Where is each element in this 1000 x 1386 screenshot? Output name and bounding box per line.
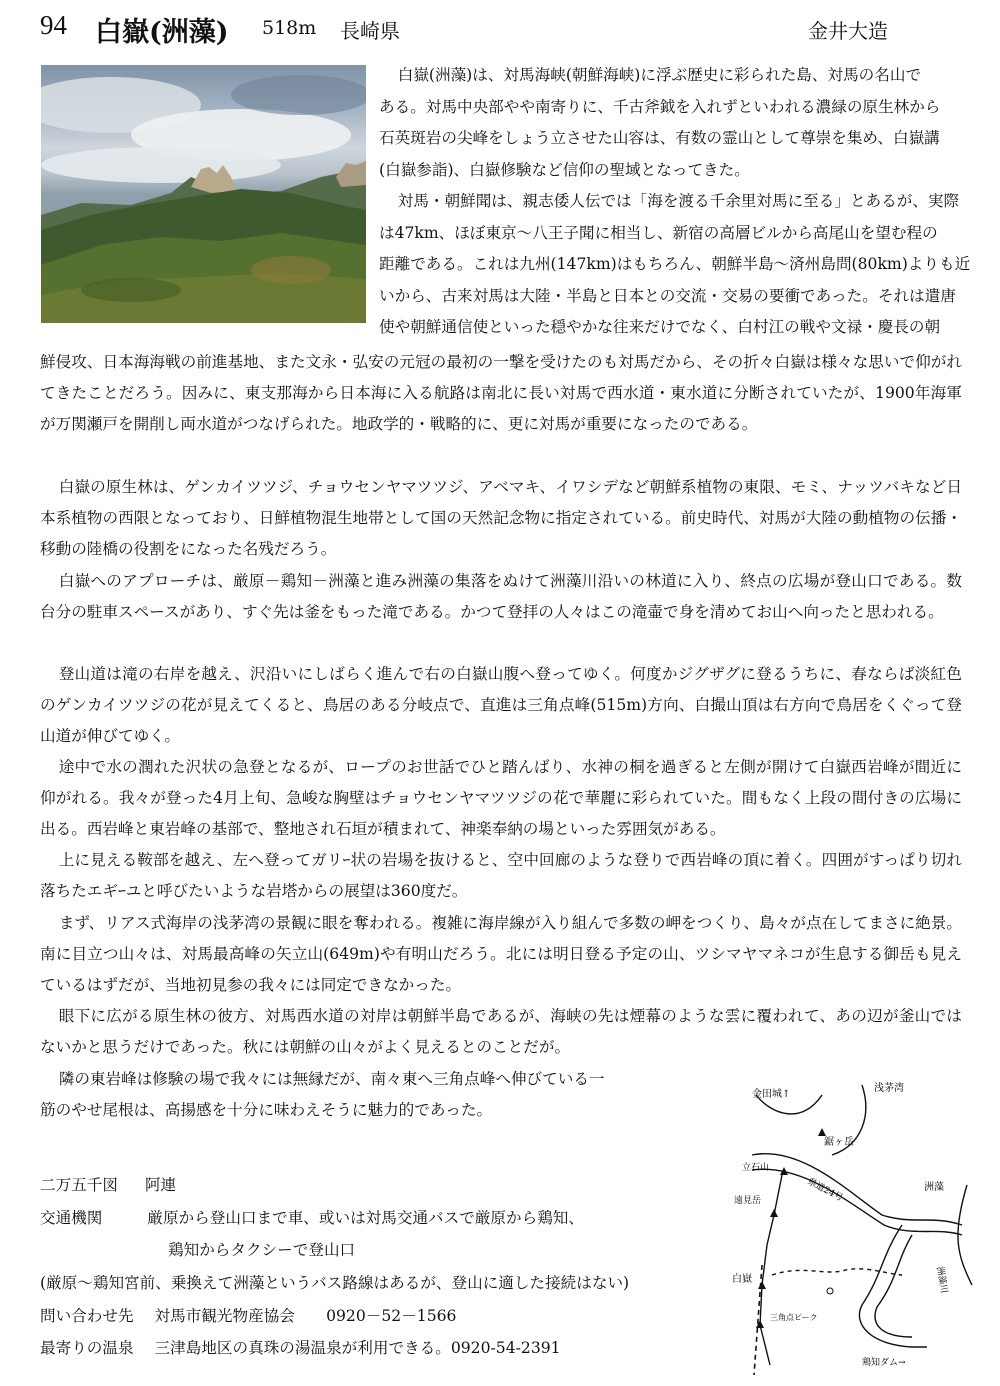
map-point [827, 1288, 833, 1294]
summit-marker [758, 1281, 766, 1289]
mountain-title: 白嶽(洲藻) [95, 17, 229, 48]
map-label-tateishi: 立石山 [742, 1163, 770, 1173]
onsen-label: 最寄りの温泉 [40, 1339, 134, 1357]
entry-number: 94 [40, 10, 67, 40]
summit-marker [818, 1128, 826, 1136]
map-label-kanedajo: 金田城↑ [752, 1089, 791, 1100]
trail-line [772, 1269, 902, 1275]
author-name: 金井大造 [808, 19, 888, 43]
map-label-suz: 洲藻 [924, 1182, 944, 1193]
paragraph-2-continued: 鮮侵攻、日本海海戦の前進基地、また文永・弘安の元冠の最初の一撃を受けたのも対馬だから、その折々白嶽は様々な思いで仰がれてきたことだろう。因みに、東支那海から日本海に入る航路は南北に長い対馬で西水道・東水道に分断されていたが、1900年海軍が万関瀬戸を開削し両水道がつなげられた。地政学的・戦略的に、更に対馬が重要になったのである。 [40, 353, 962, 433]
river-line [859, 1225, 927, 1347]
transport-line-1: 厳原から登山口まで車、或いは対馬交通バスで厳原から鶏知、 [147, 1209, 584, 1227]
page-header [40, 10, 960, 50]
intro-right-block [379, 60, 971, 344]
transport-label: 交通機関 [40, 1209, 103, 1227]
paragraph-6: 途中で水の潤れた沢状の急登となるが、ロープのお世話でひと踏んばり、水神の桐を過ぎると左側が開けて白嶽西岩峰が間近に仰がれる。我々が登った4月上旬、急峻な胸壁はチョウセンヤマツツジの花で華麗に彩られていた。間もなく上段の間付きの広場に出る。西岩峰と東岩峰の基部で、整地され石垣が積まれて、神楽奉納の場といった雰囲気がある。 [40, 758, 962, 838]
map-label-road: 県道24号 [805, 1176, 845, 1204]
elevation: 518m [262, 17, 317, 39]
map-label-kamegaoka: 鋸ヶ岳 [824, 1137, 854, 1148]
map-label-tomigatake: 遠見岳 [734, 1196, 762, 1206]
route-map [712, 1075, 982, 1375]
info-transport-row [40, 1203, 584, 1234]
paragraph-3: 白嶽の原生林は、ゲンカイツツジ、チョウセンヤマツツジ、アベマキ、イワシデなど朝鮮系植物の東限、モミ、ナッツバキなど日本系植物の西限となっており、日鮮植物混生地帯として国の天然記念物に指定されている。前史時代、対馬が大陸の動植物の伝播・移動の陸橋の役割をになった名残だろう。 [40, 478, 962, 558]
p2-line: いから、古来対馬は大陸・半島と日本との交流・交易の要衝であった。それは遣唐 [379, 286, 956, 305]
coast-line [752, 1169, 962, 1235]
p1-line: ある。対馬中央部やや南寄りに、千古斧鉞を入れずといわれる濃緑の原生林から [379, 97, 941, 116]
paragraph-10 [40, 1064, 605, 1126]
p1-line: 白嶽(洲藻)は、対馬海峡(朝鮮海峡)に浮ぶ歴史に彩られた島、対馬の名山で [397, 66, 922, 84]
p10-line: 筋のやせ尾根は、高揚感を十分に味わえそうに魅力的であった。 [40, 1101, 493, 1119]
info-map-row [40, 1170, 176, 1201]
map-sheet-label: 二万五千図 [40, 1176, 118, 1194]
contact-value: 対馬市観光物産協会 0920－52－1566 [154, 1307, 457, 1325]
paragraph-7: 上に見える鞍部を越え、左へ登ってガリｰ状の岩場を抜けると、空中回廊のような登りで西岩峰の頂に着く。四囲がすっぱり切れ落ちたエギｰユと呼びたいような岩塔からの展望は360度だ。 [40, 851, 962, 900]
p2-line: は47km、ほぼ東京～八王子聞に相当し、新宿の高層ビルから高尾山を望む程の [379, 223, 938, 242]
onsen-value: 三津島地区の真珠の湯温泉が利用できる。0920-54-2391 [154, 1339, 561, 1357]
map-label-shiratake: 白嶽 [732, 1274, 752, 1285]
paragraph-8: まず、リアス式海岸の浅茅湾の景観に眼を奪われる。複雑に海岸線が入り組んで多数の岬をつくり、島々が点在してまさに絶景。南に目立つ山々は、対馬最高峰の矢立山(649m)や有明山だろう。北には明日登る予定の山、ツシマヤマネコが生息する御岳も見えているはずだが、当地初見参の我々には同定できなかった。 [40, 914, 962, 994]
map-label-kechi: 鶏知ダム→ [862, 1358, 906, 1368]
summit-marker [770, 1209, 778, 1217]
map-sheet-value: 阿連 [144, 1176, 177, 1194]
contact-label: 問い合わせ先 [40, 1307, 134, 1325]
map-label-sankakuten: 三角点ピーク [770, 1313, 818, 1322]
prefecture: 長崎県 [340, 19, 400, 43]
transport-line-2: 鶏知からタクシーで登山口 [168, 1241, 356, 1259]
p1-line: (白嶽参詣)、白嶽修験など信仰の聖域となってきた。 [379, 160, 750, 179]
map-label-suzugawa: 洲藻川 [934, 1265, 949, 1295]
paragraph-5: 登山道は滝の右岸を越え、沢沿いにしばらく進んで右の白嶽山腹へ登ってゆく。何度かジグザグに登るうちに、春ならば淡紅色のゲンカイツツジの花が見えてくると、鳥居のある分岐点で、直進は三角点峰(515m)方向、白撮山頂は右方向で鳥居をくぐって登山道が伸びてゆく。 [40, 665, 962, 745]
river-line [875, 1235, 912, 1337]
transport-note: (厳原～鶏知宮前、乗換えて洲藻というバス路線はあるが、登山に適した接続はない) [40, 1274, 630, 1292]
info-onsen-row [40, 1333, 561, 1364]
map-label-asouwan: 浅茅湾 [874, 1083, 904, 1094]
p2-line: 距離である。これは九州(147km)はもちろん、朝鮮半島～済州島問(80km)よりも近 [379, 255, 971, 273]
photo-landscape [41, 65, 366, 323]
p10-line: 隣の東岩峰は修験の場で我々には無縁だが、南々東へ三角点峰へ伸びている一 [58, 1070, 605, 1088]
p2-line: 使や朝鮮通信使といった穏やかな往来だけでなく、白村江の戦や文禄・慶長の朝 [379, 318, 941, 336]
route-map-drawing [712, 1075, 982, 1375]
paragraph-4: 白嶽へのアプローチは、厳原－鶏知－洲藻と進み洲藻の集落をぬけて洲藻川沿いの林道に入り、終点の広場が登山口である。数台分の駐車スペースがあり、すぐ先は釜をもった滝である。かつて登拝の人々はこの滝壷で身を清めてお山へ向ったと思われる。 [40, 572, 962, 621]
mountain-photo [41, 65, 366, 323]
ridge-line [760, 1175, 782, 1365]
paragraph-9: 眼下に広がる原生林の彼方、対馬西水道の対岸は朝鮮半島であるが、海峡の先は煙幕のような雲に覆われて、あの辺が釜山ではないかと思うだけであった。秋には朝鮮の山々がよく見えるとのことだが。 [40, 1007, 962, 1056]
p1-line: 石英斑岩の尖峰をしょう立させた山容は、有数の霊山として尊崇を集め、白嶽講 [379, 129, 940, 147]
p2-line: 対馬・朝鮮聞は、親志倭人伝では「海を渡る千余里対馬に至る」とあるが、実際 [397, 192, 960, 210]
info-contact-row [40, 1301, 456, 1332]
